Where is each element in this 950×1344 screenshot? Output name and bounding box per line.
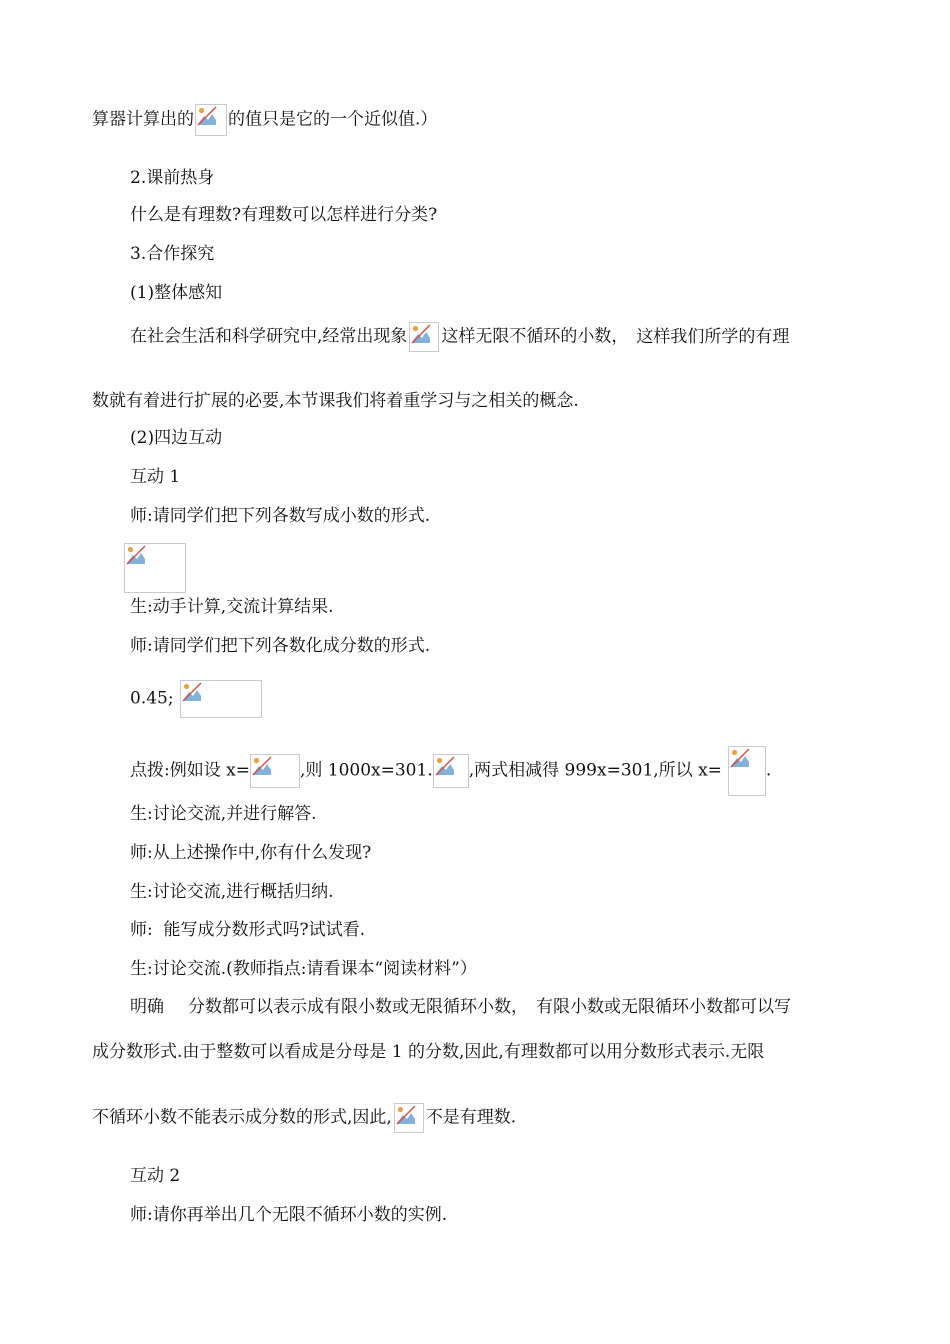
text-line <box>130 467 180 487</box>
text-segment: 生:讨论交流.(教师指点:请看课本“阅读材料”） <box>130 959 477 979</box>
text-line <box>130 322 789 352</box>
text-segment: 师:请同学们把下列各数写成小数的形式. <box>130 506 431 526</box>
text-segment: 算器计算出的 <box>92 109 194 130</box>
text-line <box>92 1103 516 1133</box>
subsection-heading: (2)四边互动 <box>130 428 223 448</box>
text-segment: 不循环小数不能表示成分数的形式,因此, <box>92 1107 392 1128</box>
broken-image-icon <box>433 754 469 788</box>
text-line <box>130 283 222 303</box>
text-line <box>130 205 437 225</box>
text-segment: 成分数形式.由于整数可以看成是分母是 1 的分数,因此,有理数都可以用分数形式表示.无限 <box>92 1042 765 1062</box>
text-line <box>130 746 771 796</box>
text-segment: 这样我们所学的有理 <box>636 326 790 347</box>
text-segment: 在社会生活和科学研究中,经常出现象 <box>130 326 408 347</box>
text-line <box>92 104 437 136</box>
subsection-heading: (1)整体感知 <box>130 283 223 303</box>
text-segment: 分数都可以表示成有限小数或无限循环小数， <box>188 997 528 1017</box>
subsection-heading: 互动 1 <box>130 467 181 487</box>
text-segment: 生:讨论交流,进行概括归纳. <box>130 882 334 902</box>
text-line <box>130 428 222 448</box>
broken-image-icon <box>250 754 300 788</box>
text-line <box>130 804 317 824</box>
text-line <box>130 597 334 617</box>
text-line <box>130 1166 180 1186</box>
broken-image-icon <box>180 680 262 718</box>
text-line <box>130 920 365 940</box>
text-segment: 师: 能写成分数形式吗?试试看. <box>130 920 366 940</box>
text-segment: 师:从上述操作中,你有什么发现? <box>130 843 372 863</box>
text-line <box>130 680 262 718</box>
text-segment: 0.45; <box>130 688 174 709</box>
broken-image-icon <box>124 543 186 593</box>
text-line <box>130 244 214 264</box>
emphasis-label: 明确 <box>130 997 164 1017</box>
image-line <box>124 543 186 593</box>
section-heading: 2.课前热身 <box>130 168 215 188</box>
text-line <box>130 506 430 526</box>
section-heading: 3.合作探究 <box>130 244 215 264</box>
text-line <box>130 168 214 188</box>
text-line <box>130 1205 447 1225</box>
text-segment: 这样无限不循环的小数， <box>441 326 629 347</box>
text-segment: 师:请你再举出几个无限不循环小数的实例. <box>130 1205 448 1225</box>
text-line <box>92 1042 764 1062</box>
text-segment: 点拨:例如设 x= <box>130 760 250 781</box>
text-line <box>130 959 477 979</box>
text-segment: 师:请同学们把下列各数化成分数的形式. <box>130 636 431 656</box>
broken-image-icon <box>394 1103 424 1133</box>
text-line <box>130 882 334 902</box>
text-segment: ,两式相减得 999x=301,所以 x= <box>468 760 722 781</box>
text-segment: ,则 1000x=301. <box>299 760 433 781</box>
text-line <box>130 636 430 656</box>
text-segment: 生:动手计算,交流计算结果. <box>130 597 334 617</box>
text-segment: 什么是有理数?有理数可以怎样进行分类? <box>130 205 438 225</box>
broken-image-icon <box>409 322 439 352</box>
text-segment: 生:讨论交流,并进行解答. <box>130 804 317 824</box>
text-segment: 的值只是它的一个近似值.） <box>228 109 438 130</box>
text-line <box>92 391 579 411</box>
text-segment: . <box>765 760 772 781</box>
subsection-heading: 互动 2 <box>130 1166 181 1186</box>
text-segment: 有限小数或无限循环小数都可以写 <box>536 997 791 1017</box>
broken-image-icon <box>728 746 766 796</box>
text-segment: 数就有着进行扩展的必要,本节课我们将着重学习与之相关的概念. <box>92 391 579 411</box>
text-line <box>130 843 371 863</box>
broken-image-icon <box>195 104 227 136</box>
text-line <box>130 997 791 1017</box>
text-segment: 不是有理数. <box>425 1107 517 1128</box>
